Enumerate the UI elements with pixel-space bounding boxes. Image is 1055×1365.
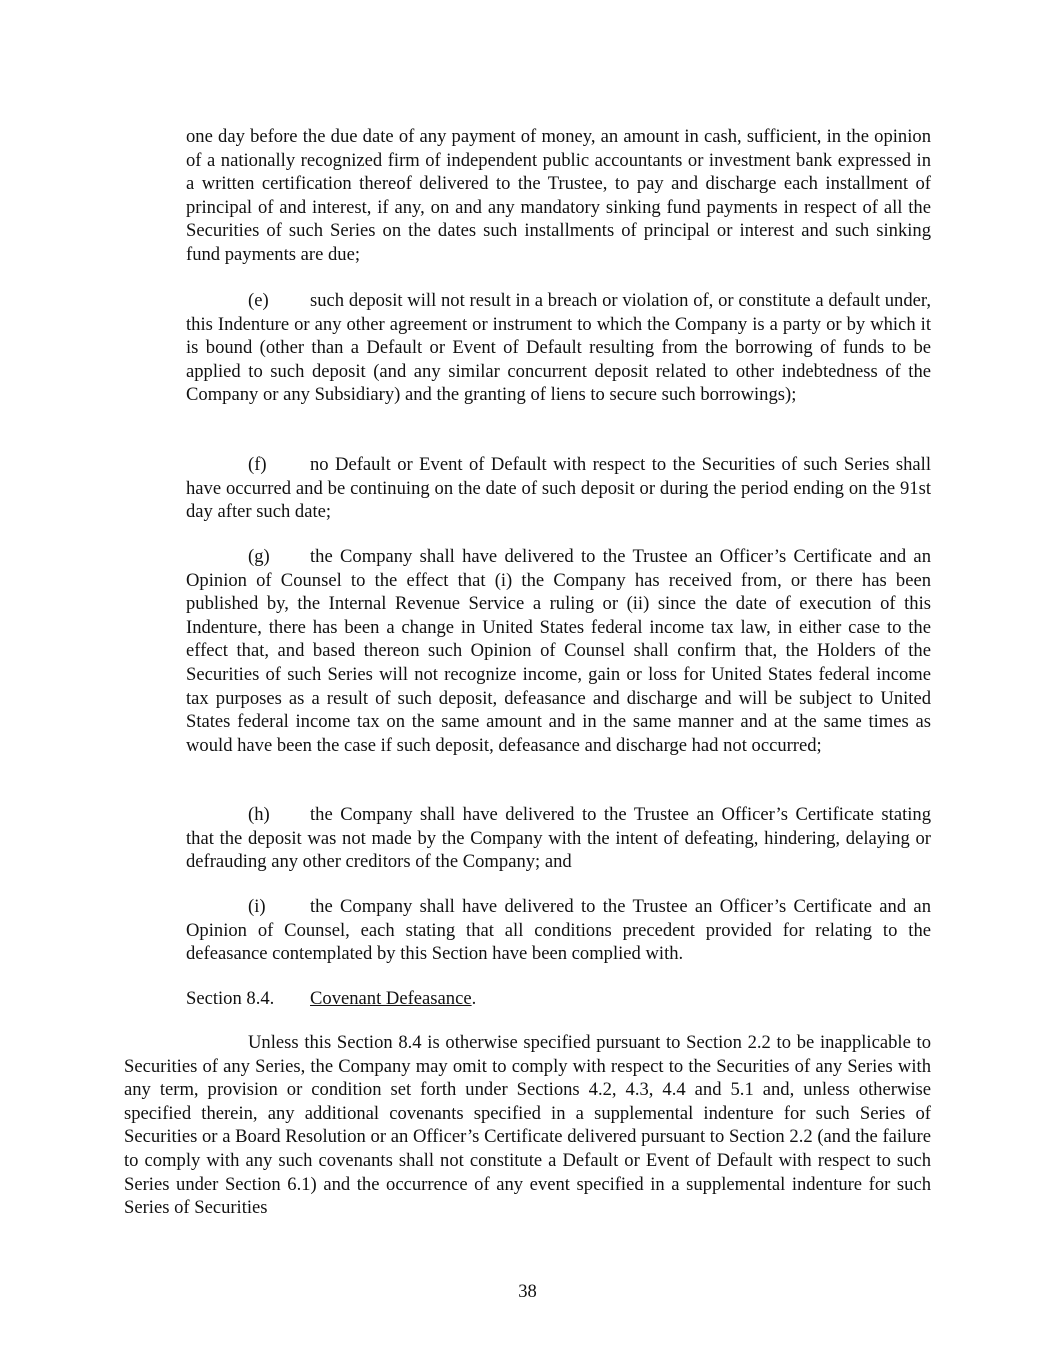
page-number: 38 xyxy=(518,1281,537,1302)
clause-label: (h) xyxy=(248,804,270,825)
clause-label: (g) xyxy=(248,546,270,567)
clause-text: such deposit will not result in a breach or violation of, or constitute a default under, this Indenture or any other agreement or instrument to which the Company is a party or by which it is bound (other than a Default or Event of Default resulting from the borrowing of funds to be applied to such deposit (and any similar concurrent deposit related to other indebtedness of the Company or any Subsidiary) and the granting of liens to secure such borrowings); xyxy=(186,290,931,406)
clause-text: the Company shall have delivered to the Trustee an Officer’s Certificate and an Opinion of Counsel, each stating that all conditions precedent provided for relating to the defeasance contemplated by this Section have been complied with. xyxy=(186,896,931,965)
section-heading xyxy=(186,987,476,1011)
paragraph-text: one day before the due date of any payment of money, an amount in cash, sufficient, in the opinion of a nationally recognized firm of independent public accountants or investment bank expressed in a written certification thereof delivered to the Trustee, to pay and discharge each installment of principal of and interest, if any, on and any mandatory sinking fund payments in respect of all the Securities of such Series on the dates such installments of principal or interest and such sinking fund payments are due; xyxy=(186,126,931,265)
section-title: Covenant Defeasance xyxy=(310,988,472,1009)
clause-h xyxy=(186,803,931,874)
clause-e xyxy=(186,289,931,407)
section-number: Section 8.4. xyxy=(186,988,275,1009)
clause-f xyxy=(186,453,931,524)
paragraph-text: Unless this Section 8.4 is otherwise specified pursuant to Section 2.2 to be inapplicable to Securities of any Series, the Company may omit to comply with respect to the Securities of any Series with any term, provision or condition set forth under Sections 4.2, 4.3, 4.4 and 5.1 and, unless otherwise specified therein, any additional covenants specified in a supplemental indenture for such Series of Securities or a Board Resolution or an Officer’s Certificate delivered pursuant to Section 2.2 (and the failure to comply with any such covenants shall not constitute a Default or Event of Default with respect to such Series under Section 6.1) and the occurrence of any event specified in a supplemental indenture for such Series of Securities xyxy=(124,1032,931,1219)
clause-label: (f) xyxy=(248,454,267,475)
clause-text: the Company shall have delivered to the Trustee an Officer’s Certificate and an Opinion of Counsel to the effect that (i) the Company has received from, or there has been published by, the Internal Revenue Service a ruling or (ii) since the date of execution of this Indenture, there has been a change in United States federal income tax law, in either case to the effect that, and based thereon such Opinion of Counsel shall confirm that, the Holders of the Securities of such Series will not recognize income, gain or loss for United States federal income tax purposes as a result of such deposit, defeasance and discharge and will be subject to United States federal income tax on the same amount and in the same manner and at the same times as would have been the case if such deposit, defeasance and discharge had not occurred; xyxy=(186,546,931,756)
clause-text: the Company shall have delivered to the Trustee an Officer’s Certificate stating that the deposit was not made by the Company with the intent of defeating, hindering, delaying or defrauding any other creditors of the Company; and xyxy=(186,804,931,873)
clause-g xyxy=(186,545,931,757)
paragraph-continuation xyxy=(186,125,931,267)
clause-label: (e) xyxy=(248,290,269,311)
body-paragraph xyxy=(124,1031,931,1220)
clause-text: no Default or Event of Default with respect to the Securities of such Series shall have occurred and be continuing on the date of such deposit or during the period ending on the 91st day after such date; xyxy=(186,454,931,523)
clause-label: (i) xyxy=(248,896,266,917)
clause-i xyxy=(186,895,931,966)
section-title-suffix: . xyxy=(471,988,477,1009)
